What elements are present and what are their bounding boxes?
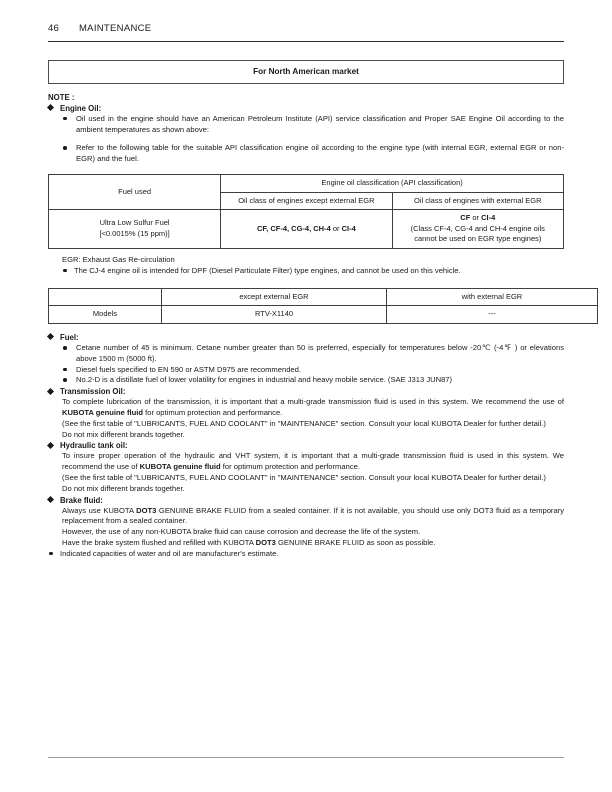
models-table-header-except-egr: except external EGR — [162, 288, 387, 306]
list-item-text: No.2-D is a distillate fuel of lower volatility for engines in industrial and heavy mobile service. (SAE J313 JUN87) — [76, 375, 453, 385]
egr-legend: EGR: Exhaust Gas Re-circulation — [62, 255, 175, 265]
table-header-fuel-used: Fuel used — [49, 174, 221, 209]
diamond-bullet-icon — [47, 388, 54, 395]
table-row — [49, 210, 564, 249]
section-heading-hydraulic-tank-oil — [48, 440, 564, 451]
models-table-header-with-egr: with external EGR — [387, 288, 598, 306]
hydraulic-tank-oil-paragraph-2: (See the first table of "LUBRICANTS, FUEL AND COOLANT" in "MAINTENANCE" section. Consult your local KUBOTA Dealer for further detail.) — [62, 472, 546, 482]
hydraulic-tank-oil-text-b: for optimum protection and performance. — [220, 462, 360, 472]
page-header — [48, 23, 564, 34]
list-item — [62, 343, 564, 365]
table-cell-fuel-type — [49, 210, 221, 249]
list-item-text: The CJ-4 engine oil is intended for DPF (Diesel Particulate Filter) type engines, and cannot be used on this vehicle. — [74, 265, 461, 275]
table-row — [49, 174, 564, 192]
table-row — [49, 306, 598, 324]
list-item-text: Refer to the following table for the suitable API classification engine oil according to the engine type (with internal EGR, external EGR or non-EGR) and the fuel. — [76, 143, 564, 164]
section-heading-label: Hydraulic tank oil: — [60, 441, 128, 451]
section-heading-engine-oil — [48, 103, 564, 114]
list-item-text: Indicated capacities of water and oil are manufacturer's estimate. — [60, 548, 279, 558]
note-label: NOTE : — [48, 92, 75, 102]
brake-fluid-text-c: Have the brake system flushed and refilled with KUBOTA — [62, 537, 256, 547]
models-table-wrap — [48, 288, 564, 324]
transmission-oil-text-b: for optimum protection and performance. — [143, 407, 283, 417]
list-item — [62, 114, 564, 136]
footer-divider — [48, 757, 564, 758]
models-table-cell-except-egr: RTV-X1140 — [162, 306, 387, 324]
section-heading-label: Brake fluid: — [60, 495, 103, 505]
round-bullet-icon — [63, 117, 67, 121]
list-item — [62, 266, 564, 277]
models-table — [48, 288, 598, 324]
brake-fluid-text-b: GENUINE BRAKE FLUID from a sealed container. If it is not available, you should use only DOT3 fluid as a temporary replacement from a sealed container. — [62, 505, 564, 526]
oil-classification-table — [48, 174, 564, 249]
brake-fluid-text-d: GENUINE BRAKE FLUID as soon as possible. — [275, 537, 436, 547]
oil-class-egr-note-1: (Class CF-4, CG-4 and CH-4 engine oils — [410, 223, 545, 233]
brake-fluid-text-a: Always use KUBOTA — [62, 505, 137, 515]
models-table-header-blank — [49, 288, 162, 306]
diamond-bullet-icon — [47, 104, 54, 111]
fuel-type-line2: [<0.0015% (15 ppm)] — [99, 229, 170, 239]
oil-class-bold-2: CI-4 — [341, 223, 356, 233]
oil-class-conj: or — [330, 223, 342, 233]
market-banner: For North American market — [48, 60, 564, 84]
transmission-oil-paragraph-2: (See the first table of "LUBRICANTS, FUEL AND COOLANT" in "MAINTENANCE" section. Consult your local KUBOTA Dealer for further detail.) — [62, 418, 546, 428]
section-heading-transmission-oil — [48, 386, 564, 397]
oil-classification-table-wrap — [48, 174, 564, 249]
models-table-row-label: Models — [49, 306, 162, 324]
diamond-bullet-icon — [47, 496, 54, 503]
table-cell-oil-class-with-egr — [392, 210, 563, 249]
round-bullet-icon — [63, 269, 67, 273]
transmission-oil-text-a: To complete lubrication of the transmission, it is important that a multi-grade transmission fluid is used in this system. We recommend the use of — [62, 397, 564, 407]
hydraulic-tank-oil-paragraph-3: Do not mix different brands together. — [62, 483, 185, 493]
hydraulic-tank-oil-paragraph-1 — [62, 451, 564, 473]
page-title: MAINTENANCE — [78, 23, 152, 34]
section-heading-brake-fluid — [48, 495, 564, 506]
round-bullet-icon — [63, 368, 67, 372]
oil-class-egr-bold-1: CF — [460, 213, 471, 223]
table-header-classification: Engine oil classification (API classification) — [221, 174, 564, 192]
brake-fluid-paragraph-3 — [62, 538, 564, 549]
section-heading-fuel — [48, 332, 564, 343]
list-item — [48, 549, 564, 560]
oil-class-bold-1: CF, CF-4, CG-4, CH-4 — [256, 223, 331, 233]
models-table-cell-with-egr: --- — [387, 306, 598, 324]
page-number: 46 — [48, 23, 59, 34]
brake-fluid-paragraph-1 — [62, 506, 564, 528]
list-item-text: Diesel fuels specified to EN 590 or ASTM D975 are recommended. — [76, 364, 301, 374]
list-item-text: Cetane number of 45 is minimum. Cetane number greater than 50 is preferred, especially for temperatures below -20℃ (-4℉ ) or elevations above 1500 m (5000 ft). — [76, 343, 564, 363]
oil-class-egr-note-2: cannot be used on EGR type engines) — [414, 234, 542, 244]
diamond-bullet-icon — [47, 333, 54, 340]
transmission-oil-brand: KUBOTA genuine fluid — [62, 407, 143, 417]
oil-class-egr-conj: or — [470, 213, 482, 223]
list-item — [62, 365, 564, 376]
section-heading-label: Transmission Oil: — [60, 387, 126, 397]
header-divider — [48, 41, 564, 42]
round-bullet-icon — [49, 552, 53, 556]
oil-class-egr-bold-2: CI-4 — [481, 213, 496, 223]
list-item — [62, 143, 564, 165]
transmission-oil-paragraph-1 — [62, 397, 564, 419]
section-heading-label: Fuel: — [60, 332, 79, 342]
list-item — [62, 375, 564, 386]
table-row — [49, 288, 598, 306]
table-cell-oil-class-except-egr — [221, 210, 392, 249]
table-header-except-external-egr: Oil class of engines except external EGR — [221, 192, 392, 210]
hydraulic-tank-oil-text-a: To insure proper operation of the hydraulic and VHT system, it is important that a multi-grade transmission fluid is used in this system. We recommend the use of — [62, 451, 564, 472]
fuel-type-line1: Ultra Low Sulfur Fuel — [99, 218, 170, 228]
diamond-bullet-icon — [47, 442, 54, 449]
brake-fluid-spec-2: DOT3 — [255, 537, 276, 547]
transmission-oil-paragraph-3: Do not mix different brands together. — [62, 429, 185, 439]
round-bullet-icon — [63, 378, 67, 382]
page-content — [48, 60, 564, 559]
section-heading-label: Engine Oil: — [60, 103, 102, 113]
hydraulic-tank-oil-brand: KUBOTA genuine fluid — [139, 462, 221, 472]
list-item-text: Oil used in the engine should have an American Petroleum Institute (API) service classification and Proper SAE Engine Oil according to the ambient temperatures as shown above: — [76, 113, 564, 134]
brake-fluid-paragraph-2: However, the use of any non-KUBOTA brake fluid can cause corrosion and decrease the life of the system. — [62, 527, 421, 537]
round-bullet-icon — [63, 346, 67, 350]
round-bullet-icon — [63, 146, 67, 150]
table-header-with-external-egr: Oil class of engines with external EGR — [392, 192, 563, 210]
brake-fluid-spec-1: DOT3 — [136, 505, 157, 515]
